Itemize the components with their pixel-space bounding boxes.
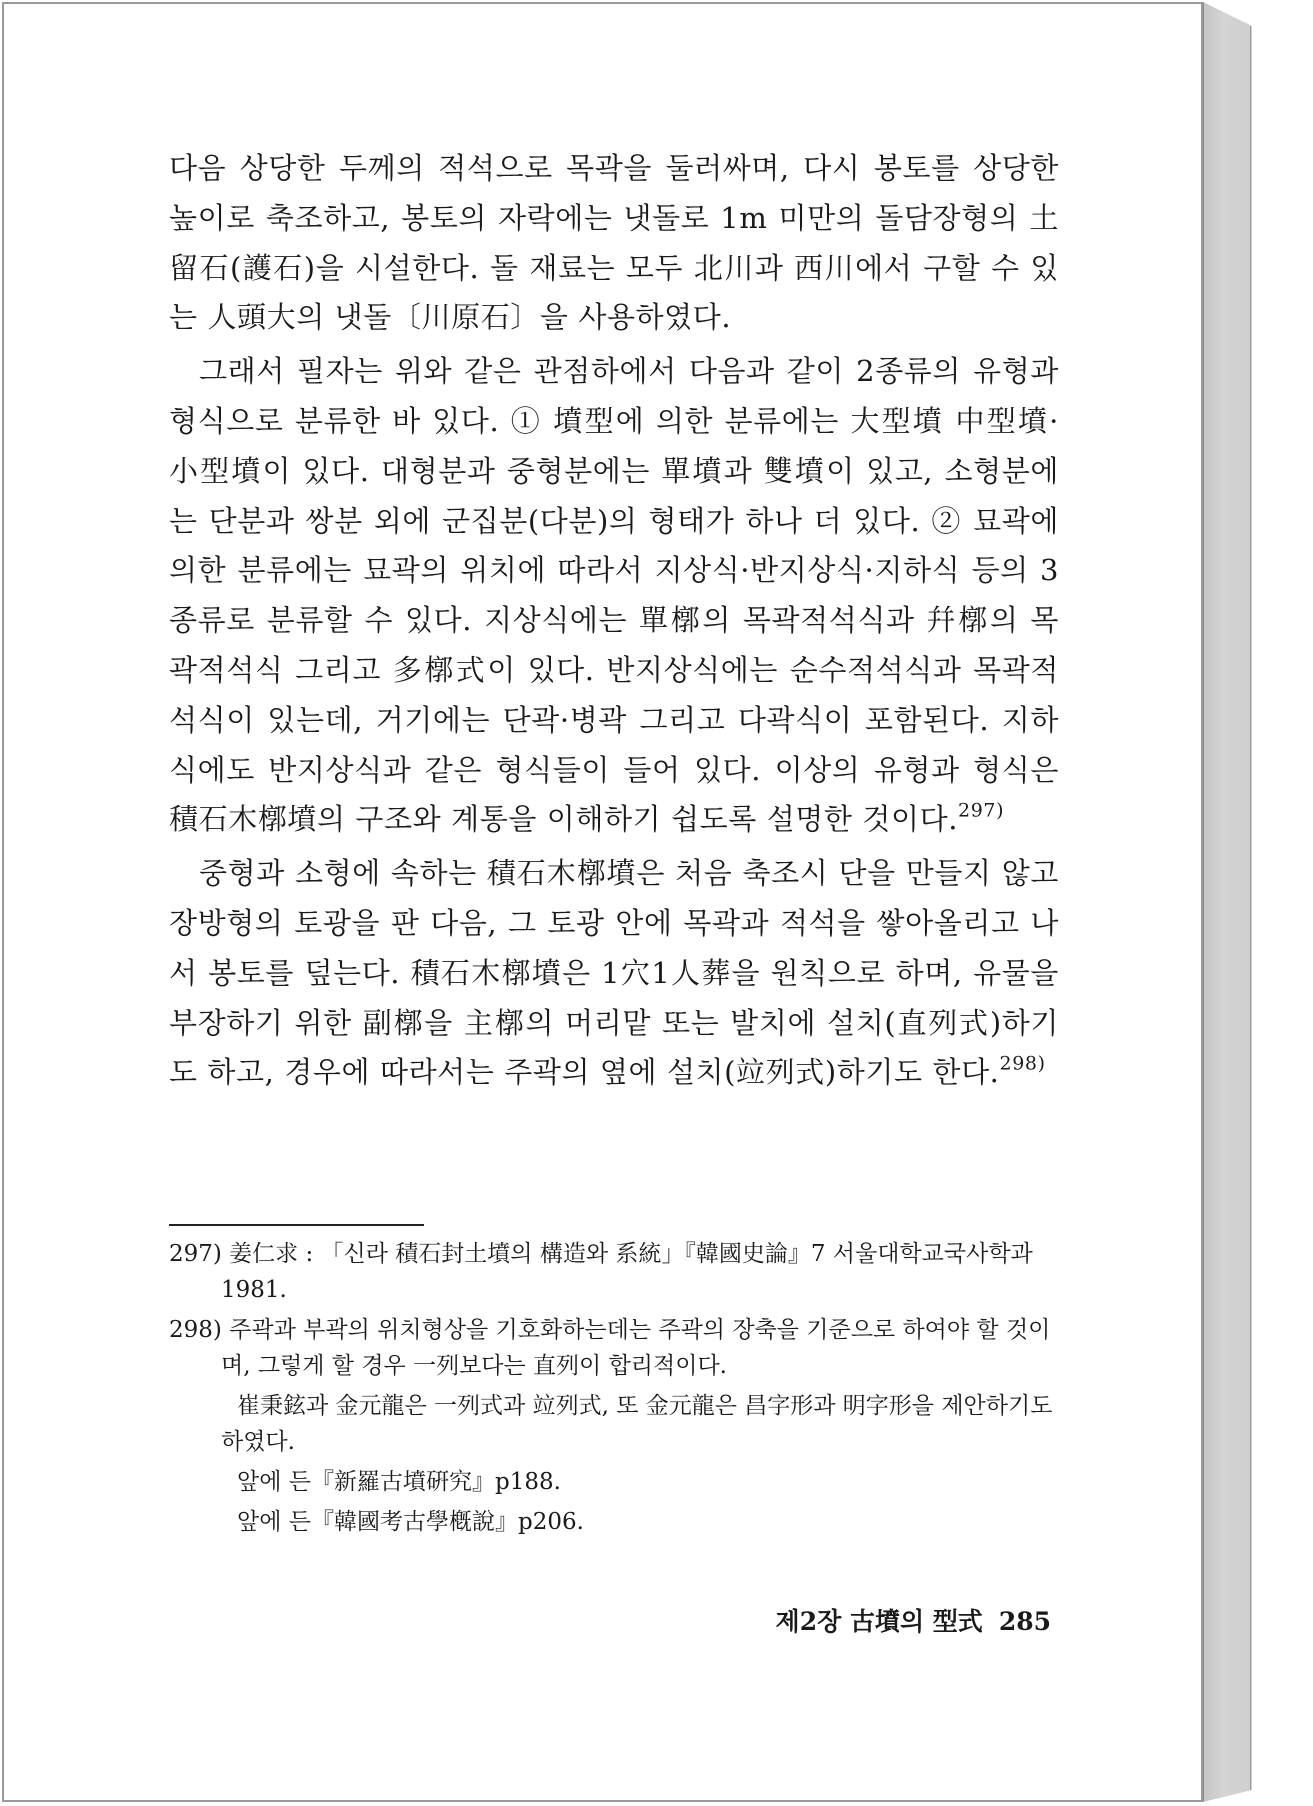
paragraph-1-text: 다음 상당한 두께의 적석으로 목곽을 둘러싸며, 다시 봉토를 상당한 높이로 축조하고, 봉토의 자락에는 냇돌로 1m 미만의 돌담장형의 土留石(護石)을 시설한다. 돌 재료는 모두 北川과 西川에서 구할 수 있는 人頭大의 냇돌〔川原石〕을 사용하였다.	[169, 151, 1059, 335]
footnote-ref-297[interactable]: 297)	[958, 800, 1005, 823]
paragraph-1	[169, 144, 1059, 343]
chapter-title: 제2장 古墳의 型式	[775, 1607, 983, 1636]
footnote-297: 297) 姜仁求 : 「신라 積石封土墳의 構造와 系統」『韓國史論』7 서울대학교국사학과 1981.	[169, 1241, 1033, 1303]
paragraph-2-text: 그래서 필자는 위와 같은 관점하에서 다음과 같이 2종류의 유형과 형식으로 분류한 바 있다. ① 墳型에 의한 분류에는 大型墳 中型墳·小型墳이 있다. 대형분과 중형분에는 單墳과 雙墳이 있고, 소형분에는 단분과 쌍분 외에 군집분(다분)의 형태가 하나 더 있다. ② 묘곽에 의한 분류에는 묘곽의 위치에 따라서 지상식·반지상식·지하식 등의 3종류로 분류할 수 있다. 지상식에는 單槨의 목곽적석식과 幷槨의 목곽적석식 그리고 多槨式이 있다. 반지상식에는 순수적석식과 목곽적석식이 있는데, 거기에는 단곽·병곽 그리고 다곽식이 포함된다. 지하식에도 반지상식과 같은 형식들이 들어 있다. 이상의 유형과 형식은 積石木槨墳의 구조와 계통을 이해하기 쉽도록 설명한 것이다.	[169, 354, 1059, 837]
paragraph-2	[169, 347, 1059, 845]
footnote-298-ref-1: 앞에 든『新羅古墳硏究』p188.	[237, 1469, 561, 1495]
book-page	[2, 2, 1203, 1802]
footnote-298: 298) 주곽과 부곽의 위치형상을 기호화하는데는 주곽의 장축을 기준으로 하여야 할 것이며, 그렇게 할 경우 一列보다는 直列이 합리적이다.	[169, 1317, 1051, 1379]
running-footer	[776, 1602, 1051, 1638]
paragraph-3-text: 중형과 소형에 속하는 積石木槨墳은 처음 축조시 단을 만들지 않고 장방형의 토광을 판 다음, 그 토광 안에 목곽과 적석을 쌓아올리고 나서 봉토를 덮는다. 積石木槨墳은 1穴1人葬을 원칙으로 하며, 유물을 부장하기 위한 副槨을 主槨의 머리맡 또는 발치에 설치(直列式)하기도 하고, 경우에 따라서는 주곽의 옆에 설치(竝列式)하기도 한다.	[169, 856, 1059, 1090]
footnote-ref-298[interactable]: 298)	[999, 1053, 1046, 1075]
page-number: 285	[998, 1607, 1051, 1636]
paragraph-3	[169, 849, 1059, 1098]
footnote-298-ref-2: 앞에 든『韓國考古學槪說』p206.	[237, 1509, 584, 1535]
main-text	[169, 144, 1059, 1102]
page-stack-edge-line	[1250, 26, 1251, 1790]
page-stack-edge	[1203, 2, 1252, 1802]
footnote-298-extra: 崔秉鉉과 金元龍은 一列式과 竝列式, 또 金元龍은 昌字形과 明字形을 제안하기도 하였다.	[221, 1393, 1053, 1455]
footnote-divider	[169, 1224, 424, 1226]
footnotes	[169, 1236, 1059, 1544]
